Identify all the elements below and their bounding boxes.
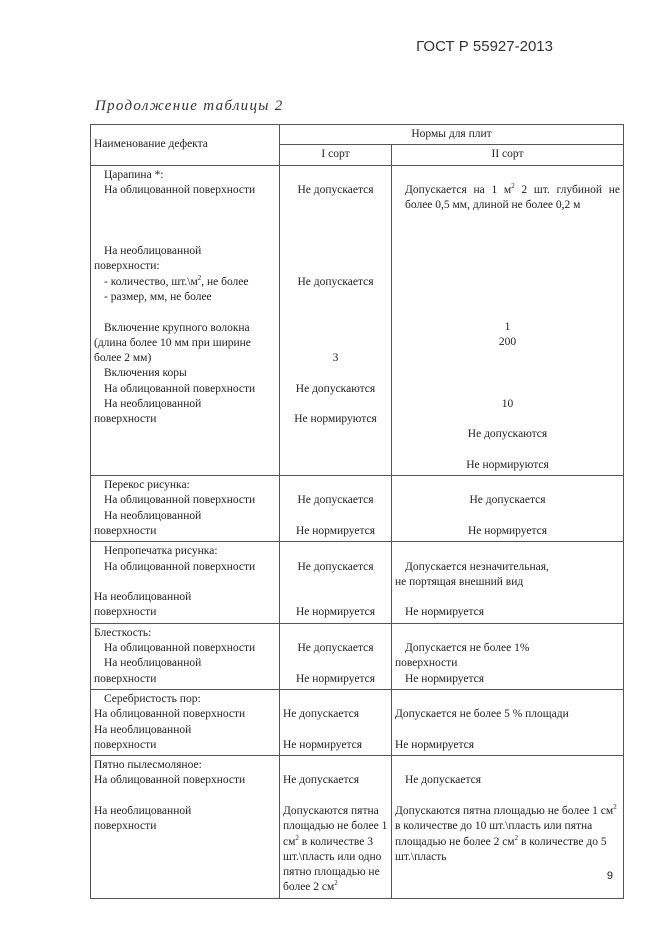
cell-line [395,692,620,707]
cell-line [283,758,388,773]
cell-line [395,289,620,304]
cell-line: Блесткость: [94,626,152,639]
cell-line [395,789,620,804]
cell-line: На необлицованной [104,245,202,258]
cell-line: Не допускается [297,494,374,507]
cell-line: На необлицованной [104,509,202,522]
cell-line [283,198,388,213]
table-row [91,756,624,899]
cell-line: 200 [498,336,517,349]
cell-line [283,544,388,559]
defect-cell [91,476,280,542]
cell-line: На облицованной поверхности [104,382,256,395]
table-row [91,165,624,475]
cell-line: На облицованной поверхности [104,183,256,196]
grade-2-cell [392,476,624,542]
grade-2-cell [392,542,624,623]
standard-number: ГОСТ Р 55927-2013 [416,38,553,55]
cell-line [395,274,620,289]
grade-2-cell [392,623,624,689]
cell-line [395,723,620,738]
cell-line: - количество, $шт.\backslash м^2$, не более [104,273,249,288]
header-grade-1: I сорт [280,145,392,165]
cell-line: поверхности [94,606,157,619]
cell-line: Пятно пылесмоляное: [94,759,202,772]
grade-1-cell [280,623,392,689]
cell-line: На облицованной поверхности [104,494,256,507]
cell-line [94,229,276,244]
cell-line: Не допускается [469,494,546,507]
cell-line: поверхности [395,657,458,670]
cell-line [283,213,388,228]
cell-line: Не нормируется [283,738,363,751]
cell-line [283,259,388,274]
cell-line [283,290,388,305]
cell-line: Не допускается [283,774,360,787]
header-norms: Нормы для плит [280,125,624,145]
cell-line: Перекос рисунка: [104,479,190,492]
cell-line: Не нормируется [405,672,485,685]
cell-line [395,758,620,773]
table-row [91,476,624,542]
grade-1-cell [280,756,392,899]
page-number: 9 [606,870,613,882]
defect-cell [91,165,280,475]
cell-line [283,244,388,259]
cell-line [283,575,388,590]
cell-line: На необлицованной [94,723,192,736]
cell-line [395,509,620,524]
defect-cell [91,689,280,755]
table-header-row [91,125,624,145]
cell-line [395,590,620,605]
cell-line: Не допускается [297,275,374,288]
cell-line [94,575,276,590]
cell-line: поверхности [94,524,157,537]
cell-line [283,168,388,183]
cell-line: поверхности [94,820,157,833]
table-row [91,542,624,623]
cell-line: Не нормируется [295,672,376,685]
cell-line: 3 [332,352,339,365]
cell-line [283,321,388,336]
cell-line [395,544,620,559]
cell-line: Не нормируется [295,524,376,537]
cell-line: Не допускается [405,774,482,787]
cell-line: Царапина *: [104,168,164,181]
cell-line [283,305,388,320]
cell-line: Не допускается [283,708,360,721]
cell-line [283,692,388,707]
cell-line: Не допускается [297,642,374,655]
cell-line [94,305,276,320]
cell-line: Включение крупного волокна [104,321,250,334]
cell-line: Не допускаются [295,382,376,395]
cell-line [395,412,620,427]
cell-line [283,509,388,524]
cell-line [283,789,388,804]
cell-line [94,213,276,228]
cell-line: Не допускаются [467,428,548,441]
cell-line [395,351,620,366]
cell-line: Не нормируются [294,413,377,426]
cell-line [94,789,276,804]
cell-line [395,442,620,457]
cell-line [283,336,388,351]
cell-line: поверхности [94,738,157,751]
cell-line [283,366,388,381]
cell-line: (длина более 10 мм при ширине [94,336,251,349]
cell-line: Допускается на 1 $м^2$ 2 шт. глубиной не более 0,5 мм, длиной не более 0,2 м [405,182,623,212]
cell-line [395,478,620,493]
table-row [91,623,624,689]
header-grade-2: II сорт [392,145,624,165]
cell-line [395,259,620,274]
cell-line: На облицованной поверхности [104,560,256,573]
cell-line [283,723,388,738]
grade-2-cell [392,165,624,475]
cell-line: 10 [501,397,514,410]
cell-line [283,397,388,412]
cell-line: На необлицованной [94,591,192,604]
cell-line: На облицованной поверхности [94,774,246,787]
grade-1-cell [280,165,392,475]
cell-line: Серебристость пор: [104,692,201,705]
grade-1-cell [280,542,392,623]
cell-line: не портящая внешний вид [395,575,524,588]
defects-table [90,124,624,899]
defect-cell [91,623,280,689]
cell-line: Допускаются пятна площадью не более 1 $см^2$ в количестве 3 шт.\пласть или одно пятно площадью не более 2 $см^2$ [283,804,391,894]
cell-line: Допускается не более 1% [405,642,530,655]
cell-line: поверхности [94,672,157,685]
cell-line: поверхности: [94,260,160,273]
cell-line: Не нормируется [405,606,485,619]
cell-line [395,305,620,320]
cell-line: - размер, мм, не более [104,290,212,303]
table-row [91,689,624,755]
cell-line [283,626,388,641]
grade-1-cell [280,476,392,542]
cell-line: Не нормируется [295,606,376,619]
cell-line: На облицованной поверхности [104,642,256,655]
cell-line [395,626,620,641]
cell-line [283,656,388,671]
cell-line: Допускается не более 5 % площади [395,708,569,721]
cell-line: Не допускается [297,183,374,196]
defect-cell [91,542,280,623]
cell-line: Допускаются пятна площадью не более 1 $см^2$ в количестве до 10 шт.\пласть или пятна площадью не более 2 $см^2$ в количестве до 5 шт.\пласть [395,803,620,863]
cell-line: На облицованной поверхности [94,708,246,721]
cell-line: На необлицованной [104,657,202,670]
cell-line: Допускается незначительная, [405,560,549,573]
grade-1-cell [280,689,392,755]
cell-line: Не нормируется [395,738,475,751]
cell-line [94,198,276,213]
cell-line [395,366,620,381]
cell-line: Непропечатка рисунка: [104,545,218,558]
cell-line: Не нормируются [466,458,549,471]
cell-line: Не допускается [297,560,374,573]
cell-line: Не нормируется [467,524,548,537]
table-caption: Продолжение таблицы 2 [95,98,284,114]
grade-2-cell [392,689,624,755]
cell-line [283,590,388,605]
cell-line: поверхности [94,413,157,426]
cell-line [395,381,620,396]
cell-line [395,168,620,183]
cell-line: Включения коры [104,367,187,380]
cell-line: более 2 мм) [94,352,152,365]
cell-line: На необлицованной [94,804,192,817]
cell-line: На необлицованной [104,398,202,411]
grade-2-cell [392,756,624,899]
cell-line [283,229,388,244]
defect-cell [91,756,280,899]
header-defect-name: Наименование дефекта [91,125,280,166]
cell-line: 1 [504,321,511,334]
cell-line [283,478,388,493]
